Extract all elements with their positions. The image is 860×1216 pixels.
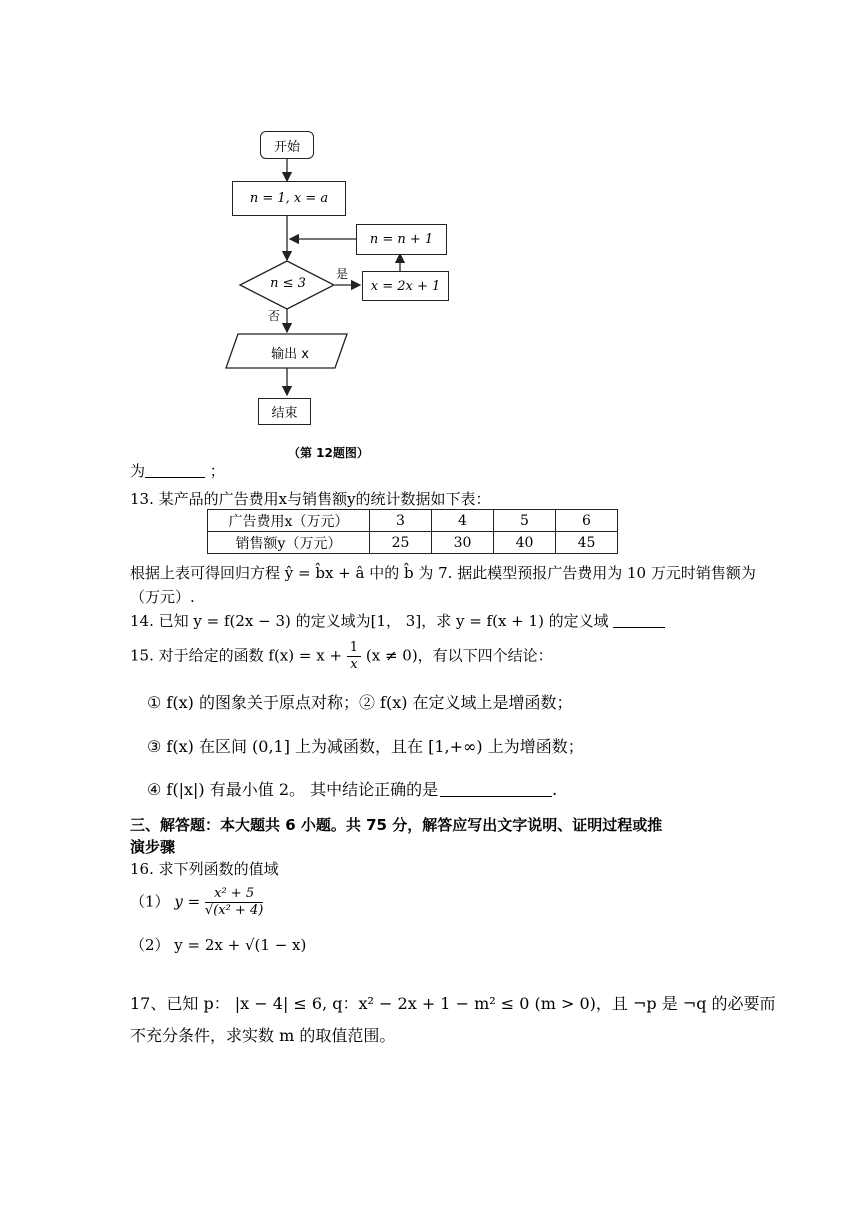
table-cell: 25 bbox=[370, 532, 432, 554]
q17-line-1: 17、已知 p： |x − 4| ≤ 6, q：x² − 2x + 1 − m² ≤ 0 (m > 0)，且 ¬p 是 ¬q 的必要而 bbox=[130, 994, 776, 1013]
table-cell: 4 bbox=[432, 510, 494, 532]
q13-intro: 13. 某产品的广告费用x与销售额y的统计数据如下表： bbox=[130, 490, 491, 508]
q15-conclusion-3: ④ f(|x|) 有最小值 2。 其中结论正确的是 . bbox=[147, 780, 558, 799]
flow-start: 开始 bbox=[260, 131, 314, 159]
flow-end: 结束 bbox=[258, 398, 311, 425]
table-cell: 45 bbox=[556, 532, 618, 554]
flow-init: n = 1, x = a bbox=[232, 181, 346, 216]
flow-update-n: n = n + 1 bbox=[356, 224, 447, 255]
q15-fraction: $\frac{1}{x}$ bbox=[347, 640, 361, 673]
q12-tail: 为 ； bbox=[130, 462, 225, 480]
q17-line-2: 不充分条件，求实数 m 的取值范围。 bbox=[130, 1026, 396, 1045]
q15-conclusion-1: ① f(x) 的图象关于原点对称；② f(x) 在定义域上是增函数； bbox=[147, 693, 573, 712]
q14: 14. 已知 y = f(2x − 3) 的定义域为[1， 3]，求 y = f(x + 1) 的定义域 bbox=[130, 610, 665, 631]
flow-output-label: 输出 x bbox=[271, 347, 309, 362]
q13-after-2: （万元）. bbox=[130, 588, 195, 606]
figure-caption: （第 12题图） bbox=[288, 446, 369, 460]
section-heading-cont: 演步骤 bbox=[130, 838, 176, 856]
table-row bbox=[208, 510, 618, 532]
flow-update-x: x = 2x + 1 bbox=[362, 271, 449, 301]
table-cell: 3 bbox=[370, 510, 432, 532]
q13-table bbox=[207, 509, 618, 554]
q13-after-1: 根据上表可得回归方程 ŷ = b̂x + â 中的 b̂ 为 7. 据此模型预报广告费用为 10 万元时销售额为 bbox=[130, 564, 756, 582]
q15-conclusion-2: ③ f(x) 在区间 (0,1] 上为减函数，且在 [1,+∞) 上为增函数； bbox=[147, 737, 584, 756]
table-cell: 30 bbox=[432, 532, 494, 554]
flow-yes-label: 是 bbox=[336, 267, 349, 281]
flow-no-label: 否 bbox=[268, 309, 281, 323]
table-cell: 6 bbox=[556, 510, 618, 532]
flow-condition-label: n ≤ 3 bbox=[270, 276, 306, 291]
section-heading: 三、解答题：本大题共 6 小题。共 75 分，解答应写出文字说明、证明过程或推 bbox=[130, 816, 663, 834]
q16-fraction: $\frac{\text{x² + 5}}{\text{√(x² + 4)}}$ bbox=[204, 886, 264, 918]
q16-title: 16. 求下列函数的值域 bbox=[130, 860, 279, 878]
table-cell: 广告费用x（万元） bbox=[208, 510, 370, 532]
q15-intro: 15. 对于给定的函数 f(x) = x + $\frac{1}{x}$ (x ≠ 0)，有以下四个结论： bbox=[130, 640, 553, 672]
table-cell: 销售额y（万元） bbox=[208, 532, 370, 554]
q16-part-2: （2） y = 2x + √(1 − x) bbox=[130, 936, 307, 954]
table-cell: 5 bbox=[494, 510, 556, 532]
table-cell: 40 bbox=[494, 532, 556, 554]
table-row bbox=[208, 532, 618, 554]
q16-part-1: （1） y = $\frac{\text{x² + 5}}{\text{√(x² + 4)}}$ bbox=[130, 886, 264, 918]
